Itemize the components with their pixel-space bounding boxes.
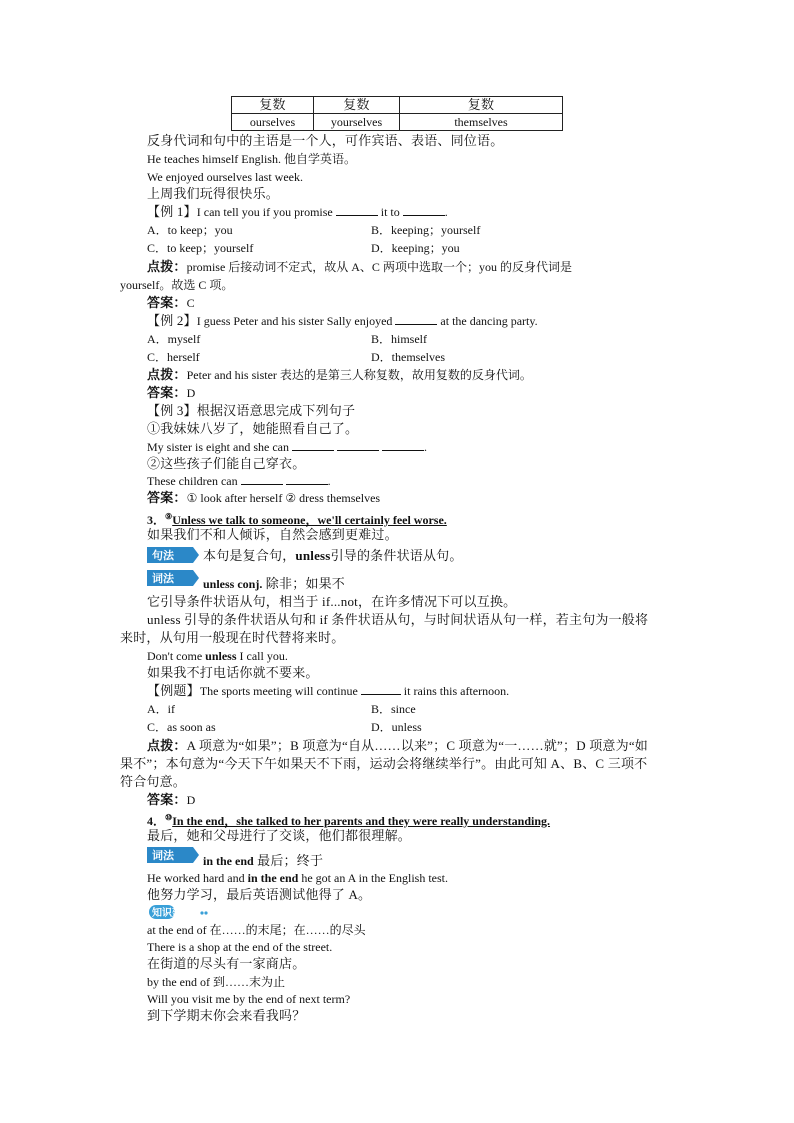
answer-blank xyxy=(292,439,334,451)
text-line: unless 引导的条件状语从句和 if 条件状语从句，与时间状语从句一样，若主句为一般将 xyxy=(147,612,649,627)
hint-label: 点拨： xyxy=(147,738,187,753)
hint-label: 点拨： xyxy=(147,367,187,382)
option-a: A．myself xyxy=(147,332,201,346)
answer-line: 答案：① look after herself ② dress themselves xyxy=(147,490,381,505)
example-label: 【例 2】 xyxy=(147,313,197,328)
answer-blank xyxy=(361,683,401,695)
text-line: 如果我们不和人倾诉，自然会感到更难过。 xyxy=(147,527,398,542)
example-2-question: 【例 2】I guess Peter and his sister Sally enjoyed at the dancing party. xyxy=(147,313,538,328)
hint-line: 点拨：A 项意为“如果”；B 项意为“自从……以来”；C 项意为“一……就”；D 项意为“如 xyxy=(147,738,649,753)
option-b: B．himself xyxy=(371,332,427,346)
answer-line: 答案：D xyxy=(147,792,196,807)
option-c: C．as soon as xyxy=(147,720,216,734)
answer-blank xyxy=(337,439,379,451)
example-label: 【例 3】 xyxy=(147,403,197,418)
text-line: 反身代词和句中的主语是一个人，可作宾语、表语、同位语。 xyxy=(147,133,504,148)
answer-label: 答案： xyxy=(147,385,187,400)
knowledge-extension-icon xyxy=(147,904,209,920)
table-cell: yourselves xyxy=(314,114,400,131)
option-d: D．unless xyxy=(371,720,422,734)
hint-line: 点拨：Peter and his sister 表达的是第三人称复数，故用复数的反身代词。 xyxy=(147,367,532,382)
example-label: 【例 1】 xyxy=(147,204,197,219)
table-header-cell: 复数 xyxy=(400,97,563,114)
table-header-cell: 复数 xyxy=(232,97,314,114)
answer-blank xyxy=(286,473,328,485)
vocab-tag-icon xyxy=(147,570,199,586)
text-line: ②这些孩子们能自己穿衣。 xyxy=(147,456,306,471)
extension-phrase: at the end of 在……的末尾；在……的尽头 xyxy=(147,923,366,937)
text-line: 他努力学习，最后英语测试他得了 A。 xyxy=(147,887,372,902)
example-label: 【例题】 xyxy=(147,683,200,698)
section-3-sentence: 3．⑨Unless we talk to someone，we'll certainly feel worse. xyxy=(147,512,447,527)
section-4-sentence: 4．⑩In the end，she talked to her parents and they were really understanding. xyxy=(147,813,551,828)
fill-line: These children can . xyxy=(147,474,331,488)
text-line: Will you visit me by the end of next term? xyxy=(147,992,351,1006)
table-cell: themselves xyxy=(400,114,563,131)
answer-label: 答案： xyxy=(147,792,187,807)
answer-line: 答案：D xyxy=(147,385,196,400)
example-4-question: 【例题】The sports meeting will continue it rains this afternoon. xyxy=(147,683,510,698)
option-c: C．herself xyxy=(147,350,200,364)
tag-label: 词法 xyxy=(152,849,174,862)
answer-line: 答案：C xyxy=(147,295,195,310)
option-b: B．since xyxy=(371,702,416,716)
option-d: D．themselves xyxy=(371,350,445,364)
example-sentence: Don't come unless I call you. xyxy=(147,649,288,663)
reflexive-pronoun-table xyxy=(231,96,563,131)
table-row xyxy=(232,114,563,131)
answer-blank xyxy=(241,473,283,485)
syntax-tag-icon xyxy=(147,547,199,563)
hint-label: 点拨： xyxy=(147,259,187,274)
extension-phrase: by the end of 到……末为止 xyxy=(147,975,285,989)
answer-blank xyxy=(382,439,424,451)
tag-label: 句法 xyxy=(152,549,174,562)
syntax-note: 本句是复合句，unless引导的条件状语从句。 xyxy=(203,548,463,563)
text-line: 到下学期末你会来看我吗？ xyxy=(147,1008,306,1023)
hint-line: 果不”；本句意为“今天下午如果天不下雨，运动会将继续举行”。由此可知 A、B、C 三项不 xyxy=(120,756,648,771)
answer-blank xyxy=(336,204,378,216)
option-b: B．keeping；yourself xyxy=(371,223,481,237)
answer-blank xyxy=(403,204,445,216)
option-a: A．if xyxy=(147,702,175,716)
answer-label: 答案： xyxy=(147,295,187,310)
text-line: 如果我不打电话你就不要来。 xyxy=(147,665,319,680)
text-line: We enjoyed ourselves last week. xyxy=(147,170,303,184)
example-3-question: 【例 3】根据汉语意思完成下列句子 xyxy=(147,403,356,418)
text-line: ①我妹妹八岁了，她能照看自己了。 xyxy=(147,421,359,436)
text-line: 在街道的尽头有一家商店。 xyxy=(147,956,306,971)
answer-blank xyxy=(395,313,437,325)
answer-label: 答案： xyxy=(147,490,187,505)
text-line: He teaches himself English. 他自学英语。 xyxy=(147,152,356,166)
text-line: There is a shop at the end of the street. xyxy=(147,940,333,954)
text-line: 上周我们玩得很快乐。 xyxy=(147,186,280,201)
table-cell: ourselves xyxy=(232,114,314,131)
text-line: 它引导条件状语从句，相当于 if...not，在许多情况下可以互换。 xyxy=(147,594,517,609)
text-line: 最后，她和父母进行了交谈，他们都很理解。 xyxy=(147,828,412,843)
option-c: C．to keep；yourself xyxy=(147,241,254,255)
tag-label: 词法 xyxy=(152,572,174,585)
hint-line: 符合句意。 xyxy=(120,774,187,789)
table-header-cell: 复数 xyxy=(314,97,400,114)
vocab-note: unless conj. 除非；如果不 xyxy=(203,576,345,591)
option-a: A．to keep；you xyxy=(147,223,233,237)
example-1-question: 【例 1】I can tell you if you promise it to . xyxy=(147,204,448,219)
option-d: D．keeping；you xyxy=(371,241,460,255)
vocab-tag-icon xyxy=(147,847,199,863)
fill-line: My sister is eight and she can . xyxy=(147,440,427,454)
table-header-row xyxy=(232,97,563,114)
text-line: 来时，从句用一般现在时代替将来时。 xyxy=(120,630,345,645)
tag-label: 知识延伸 xyxy=(152,908,192,919)
example-sentence: He worked hard and in the end he got an A in the English test. xyxy=(147,871,448,885)
hint-line: yourself。故选 C 项。 xyxy=(120,278,234,292)
vocab-note: in the end 最后；终于 xyxy=(203,853,324,868)
hint-line: 点拨：promise 后接动词不定式，故从 A、C 两项中选取一个；you 的反身代词是 xyxy=(147,259,572,274)
